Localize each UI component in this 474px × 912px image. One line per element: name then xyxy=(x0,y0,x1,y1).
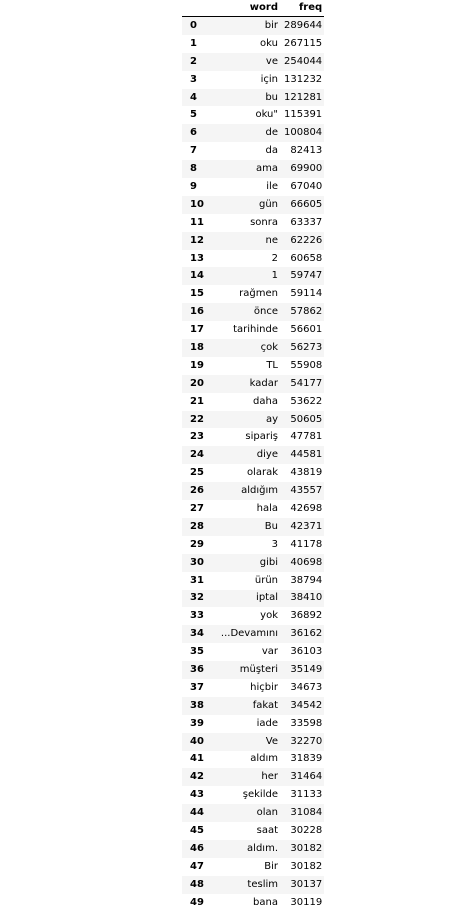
word-cell: da xyxy=(265,145,278,157)
table-row xyxy=(182,303,324,321)
table-row xyxy=(182,393,324,411)
word-cell: ...Devamını xyxy=(220,628,278,640)
table-row xyxy=(182,894,324,912)
row-index: 10 xyxy=(190,198,204,210)
freq-cell: 53622 xyxy=(290,395,323,407)
freq-cell: 30182 xyxy=(290,842,323,854)
word-cell: ve xyxy=(265,55,278,67)
word-cell: fakat xyxy=(252,699,278,711)
table-row xyxy=(182,590,324,608)
table-row xyxy=(182,786,324,804)
freq-cell: 33598 xyxy=(290,717,323,729)
row-index: 27 xyxy=(190,502,204,514)
table-row xyxy=(182,89,324,107)
freq-cell: 60658 xyxy=(290,252,323,264)
freq-cell: 55908 xyxy=(290,359,323,371)
table-row xyxy=(182,679,324,697)
row-index: 46 xyxy=(190,842,204,854)
word-cell: 2 xyxy=(271,252,278,264)
freq-cell: 36892 xyxy=(290,610,323,622)
freq-cell: 31084 xyxy=(290,807,323,819)
row-index: 18 xyxy=(190,341,204,353)
freq-cell: 31464 xyxy=(290,771,323,783)
row-index: 17 xyxy=(190,324,204,336)
row-index: 47 xyxy=(190,860,204,872)
word-cell: olarak xyxy=(246,467,278,479)
row-index: 19 xyxy=(190,359,204,371)
table-row xyxy=(182,876,324,894)
word-cell: ne xyxy=(265,234,278,246)
table-row xyxy=(182,536,324,554)
word-cell: oku" xyxy=(255,109,278,121)
word-cell: tarihinde xyxy=(233,324,278,336)
freq-cell: 30182 xyxy=(290,860,323,872)
word-cell: çok xyxy=(260,341,278,353)
table-row xyxy=(182,768,324,786)
word-cell: de xyxy=(265,127,278,139)
word-cell: için xyxy=(260,73,278,85)
word-cell: yok xyxy=(260,610,278,622)
row-index: 48 xyxy=(190,878,204,890)
freq-cell: 131232 xyxy=(284,73,323,85)
word-cell: gibi xyxy=(259,556,278,568)
table-row xyxy=(182,106,324,124)
freq-cell: 43557 xyxy=(290,485,323,497)
freq-cell: 59747 xyxy=(290,270,323,282)
table-row xyxy=(182,357,324,375)
table-row xyxy=(182,53,324,71)
word-column-header: word xyxy=(212,0,280,17)
table-row xyxy=(182,71,324,89)
freq-cell: 66605 xyxy=(290,198,323,210)
table-row xyxy=(182,142,324,160)
row-index: 45 xyxy=(190,825,204,837)
table-row xyxy=(182,321,324,339)
row-index: 43 xyxy=(190,789,204,801)
freq-column-header: freq xyxy=(280,0,324,17)
table-row xyxy=(182,643,324,661)
freq-cell: 54177 xyxy=(290,377,323,389)
freq-cell: 59114 xyxy=(290,288,323,300)
freq-cell: 67040 xyxy=(290,180,323,192)
word-cell: her xyxy=(261,771,278,783)
table-row xyxy=(182,17,324,35)
freq-cell: 267115 xyxy=(284,37,323,49)
word-cell: sonra xyxy=(250,216,278,228)
freq-cell: 56601 xyxy=(290,324,323,336)
row-index: 49 xyxy=(190,896,204,908)
freq-cell: 121281 xyxy=(284,91,323,103)
freq-cell: 38794 xyxy=(290,574,323,586)
table-row xyxy=(182,554,324,572)
table-header-row xyxy=(182,0,324,17)
freq-cell: 62226 xyxy=(290,234,323,246)
freq-cell: 30137 xyxy=(290,878,323,890)
row-index: 16 xyxy=(190,306,204,318)
table-row xyxy=(182,446,324,464)
row-index: 25 xyxy=(190,467,204,479)
table-row xyxy=(182,500,324,518)
table-row xyxy=(182,733,324,751)
word-cell: bir xyxy=(264,19,278,31)
row-index: 12 xyxy=(190,234,204,246)
freq-cell: 43819 xyxy=(290,467,323,479)
freq-cell: 35149 xyxy=(290,664,323,675)
row-index: 31 xyxy=(190,574,204,586)
word-frequency-table xyxy=(182,0,324,912)
row-index: 26 xyxy=(190,485,204,497)
row-index: 14 xyxy=(190,270,204,282)
freq-cell: 63337 xyxy=(290,216,323,228)
freq-cell: 30119 xyxy=(290,896,323,908)
row-index: 2 xyxy=(190,55,197,67)
word-cell: Bir xyxy=(264,860,278,872)
table-row xyxy=(182,804,324,822)
word-cell: 1 xyxy=(271,270,278,282)
table-row xyxy=(182,464,324,482)
table-row xyxy=(182,160,324,178)
row-index: 28 xyxy=(190,520,204,532)
table-row xyxy=(182,572,324,590)
table-row xyxy=(182,697,324,715)
word-cell: 3 xyxy=(271,538,278,550)
word-cell: ile xyxy=(266,180,278,192)
table-row xyxy=(182,196,324,214)
row-index: 44 xyxy=(190,807,204,819)
table-row xyxy=(182,518,324,536)
freq-cell: 36162 xyxy=(290,628,323,640)
freq-cell: 36103 xyxy=(290,646,323,658)
table-row xyxy=(182,607,324,625)
table-row xyxy=(182,35,324,53)
word-cell: müşteri xyxy=(239,664,278,675)
freq-cell: 100804 xyxy=(284,127,323,139)
word-cell: Ve xyxy=(265,735,278,747)
row-index: 13 xyxy=(190,252,204,264)
freq-cell: 42371 xyxy=(290,520,323,532)
row-index: 3 xyxy=(190,73,197,85)
row-index: 11 xyxy=(190,216,204,228)
row-index: 33 xyxy=(190,610,204,622)
word-cell: önce xyxy=(253,306,278,318)
freq-cell: 34542 xyxy=(290,699,323,711)
row-index: 1 xyxy=(190,37,197,49)
word-cell: iptal xyxy=(256,592,278,604)
freq-cell: 31839 xyxy=(290,753,323,765)
word-cell: daha xyxy=(253,395,278,407)
row-index: 42 xyxy=(190,771,204,783)
table-row xyxy=(182,482,324,500)
freq-cell: 56273 xyxy=(290,341,323,353)
freq-cell: 289644 xyxy=(284,19,323,31)
row-index: 40 xyxy=(190,735,204,747)
table-row xyxy=(182,285,324,303)
word-cell: iade xyxy=(256,717,278,729)
freq-cell: 34673 xyxy=(290,681,323,693)
freq-cell: 254044 xyxy=(284,55,323,67)
freq-cell: 47781 xyxy=(290,431,323,443)
freq-cell: 38410 xyxy=(290,592,323,604)
word-cell: diye xyxy=(256,449,278,461)
row-index: 0 xyxy=(190,19,197,31)
table-row xyxy=(182,840,324,858)
freq-cell: 44581 xyxy=(290,449,323,461)
table-row xyxy=(182,411,324,429)
row-index: 34 xyxy=(190,628,204,640)
freq-cell: 41178 xyxy=(290,538,323,550)
table-row xyxy=(182,822,324,840)
row-index: 9 xyxy=(190,180,197,192)
table-row xyxy=(182,250,324,268)
word-cell: TL xyxy=(266,359,278,371)
word-cell: sipariş xyxy=(245,431,278,443)
table-row xyxy=(182,858,324,876)
row-index: 21 xyxy=(190,395,204,407)
freq-cell: 82413 xyxy=(290,145,323,157)
table-row xyxy=(182,715,324,733)
word-cell: ürün xyxy=(254,574,278,586)
word-cell: aldığım xyxy=(241,485,278,497)
freq-cell: 57862 xyxy=(290,306,323,318)
table-row xyxy=(182,751,324,769)
word-cell: kadar xyxy=(249,377,278,389)
row-index: 22 xyxy=(190,413,204,425)
word-cell: var xyxy=(261,646,278,658)
row-index: 35 xyxy=(190,646,204,658)
freq-cell: 50605 xyxy=(290,413,323,425)
table-row xyxy=(182,214,324,232)
table-row xyxy=(182,375,324,393)
row-index: 6 xyxy=(190,127,197,139)
word-cell: teslim xyxy=(247,878,278,890)
index-column-header xyxy=(182,0,212,17)
freq-cell: 69900 xyxy=(290,163,323,175)
word-cell: bana xyxy=(253,896,278,908)
freq-cell: 115391 xyxy=(284,109,323,121)
row-index: 30 xyxy=(190,556,204,568)
table-body xyxy=(182,17,324,912)
table-row xyxy=(182,339,324,357)
freq-cell: 40698 xyxy=(290,556,323,568)
row-index: 8 xyxy=(190,163,197,175)
table-row xyxy=(182,661,324,679)
word-cell: gün xyxy=(258,198,278,210)
word-cell: oku xyxy=(260,37,278,49)
row-index: 20 xyxy=(190,377,204,389)
freq-cell: 32270 xyxy=(290,735,323,747)
word-cell: Bu xyxy=(264,520,278,532)
row-index: 7 xyxy=(190,145,197,157)
word-cell: saat xyxy=(256,825,278,837)
table-row xyxy=(182,625,324,643)
row-index: 15 xyxy=(190,288,204,300)
table-row xyxy=(182,267,324,285)
word-cell: hiçbir xyxy=(250,681,278,693)
freq-cell: 30228 xyxy=(290,825,323,837)
word-cell: şekilde xyxy=(242,789,278,801)
row-index: 29 xyxy=(190,538,204,550)
word-cell: aldım xyxy=(250,753,278,765)
word-cell: ay xyxy=(265,413,278,425)
word-cell: ama xyxy=(256,163,278,175)
row-index: 36 xyxy=(190,664,204,675)
row-index: 37 xyxy=(190,681,204,693)
row-index: 4 xyxy=(190,91,197,103)
row-index: 5 xyxy=(190,109,197,121)
word-cell: hala xyxy=(256,502,278,514)
word-cell: rağmen xyxy=(239,288,278,300)
table-row xyxy=(182,124,324,142)
row-index: 32 xyxy=(190,592,204,604)
row-index: 23 xyxy=(190,431,204,443)
freq-cell: 31133 xyxy=(290,789,323,801)
word-cell: olan xyxy=(256,807,278,819)
row-index: 41 xyxy=(190,753,204,765)
freq-cell: 42698 xyxy=(290,502,323,514)
table-row xyxy=(182,428,324,446)
row-index: 39 xyxy=(190,717,204,729)
table-row xyxy=(182,232,324,250)
row-index: 38 xyxy=(190,699,204,711)
word-cell: aldım. xyxy=(247,842,278,854)
table-row xyxy=(182,178,324,196)
word-cell: bu xyxy=(265,91,278,103)
row-index: 24 xyxy=(190,449,204,461)
